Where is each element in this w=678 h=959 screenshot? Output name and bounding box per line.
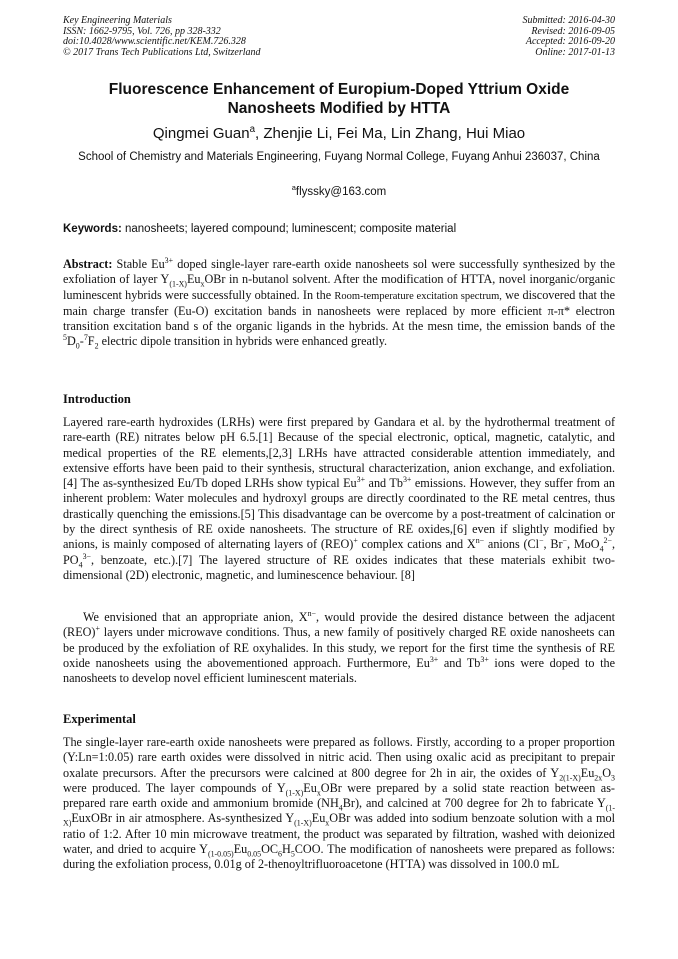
body-text: 3+ [480,654,489,664]
body-text: (1-X) [294,818,312,828]
body-text: Eu [580,765,595,780]
email-address: flyssky@163.com [295,186,387,198]
introduction-paragraph-2 [63,610,615,686]
body-text: Br), and calcined at 700 degree for 2h to fabricate Y [342,796,606,811]
body-text: 2− [603,536,612,546]
body-text: COO. The modification of nanosheets were prepared as follows: during the exfoliation process, 0.01g of 2-thenoyltrifluoroacetone (HTTA) was dissolved in 100.0 mL [63,842,615,872]
body-text: Eu [303,780,317,795]
abstract-text: doped single-layer rare-earth oxide nanosheets sol were successfully synthesized by the exfoliation of layer Y [63,257,616,287]
abstract-text: 5 [63,333,67,343]
abstract [63,257,615,350]
body-text: O [602,765,612,780]
body-text: 4 [599,544,604,554]
abstract-text: Stable Eu [116,257,165,271]
copyright-line: © 2017 Trans Tech Publications Ltd, Switzerland [63,46,261,58]
body-text: 6 [278,849,283,859]
abstract-text: we discovered that the main charge transfer (Eu-O) excitation bands in nanosheets were replaced by more efficient π-π* electron transition excitation band s of the organic ligands in the hybrids. At the mesn time, the emission bands of the [63,287,615,334]
contact-email [60,185,618,200]
body-text: 3+ [402,475,412,485]
author-superscript: a [249,124,256,135]
body-text: − [562,536,568,546]
body-text: 3− [82,551,91,561]
body-text: 2x [594,773,603,783]
body-text: , MoO [567,537,600,552]
abstract-text: x [200,279,205,289]
first-author: Qingmei Guan [152,125,250,142]
body-text: OC [261,842,279,857]
journal-name: Key Engineering Materials [63,15,172,26]
keywords [63,222,615,237]
body-text: , PO [63,537,616,567]
body-text: Layered rare-earth hydroxides (LRHs) were first prepared by Gandara et al. by the hydrothermal treatment of rare-earth (RE) nitrates below pH 6.5.[1] Because of the special electronic, optical, magnetic, catalytic, and medical properties of the RE elements,[2,3] LRHs have attracted considerable attention immediately, and extensive efforts have been paid to their synthesis, structural characterization, anion exchange, and exfoliation.[4] The as-synthesized Eu/Tb doped LRHs show typical Eu [63,415,615,491]
body-text: 3+ [429,654,439,664]
keywords-label: Keywords: [63,223,122,235]
body-text: OBr was added into sodium benzoate solution with a mol ratio of 1:2. After 10 min microwave treatment, the product was separated by filtration, washed with deionized water, and dried to acquire Y [63,811,615,857]
body-text: 4 [78,560,83,570]
online-date: Online: 2017-01-13 [535,46,615,58]
body-text: , Br [543,537,563,552]
body-text: and Tb [438,655,481,670]
journal-info [63,16,261,58]
affiliation: School of Chemistry and Materials Engineering, Fuyang Normal College, Fuyang Anhui 236037, China [78,151,600,163]
body-text: x [316,788,321,798]
body-text: n− [475,536,485,546]
abstract-text: 2 [94,341,99,351]
body-text: OBr were prepared by a solid state reaction between as-prepared rare earth oxide and ammonium bromide (NH [63,780,615,811]
title-line-2: Nanosheets Modified by HTTA [227,100,451,117]
body-text: 0.05 [247,849,262,859]
other-authors: , Zhenjie Li, Fei Ma, Lin Zhang, Hui Miao [255,125,526,142]
body-text: Eu [233,842,248,857]
author-list [60,125,618,143]
experimental-heading: Experimental [63,712,136,726]
body-text: Eu [311,811,326,826]
email-superscript: a [291,183,296,193]
experimental-paragraph [63,735,615,873]
body-text: 3+ [356,475,366,485]
abstract-text: Eu [186,272,201,287]
body-text: (1-X) [63,803,616,828]
abstract-text: F [87,334,95,349]
body-text: We envisioned that an appropriate anion, X [83,610,308,624]
abstract-text: Room-temperature excitation spectrum, [334,290,502,302]
abstract-text: D [66,334,76,349]
body-text: H [282,842,291,857]
abstract-text: 3+ [164,255,174,265]
body-text: emissions. However, they suffer from an inherent problem: Water molecules and hydroxyl groups are directly coordinated to the RE metal centres, thus drastically quenching the emissions.[5] This disadvantage can be overcome by a post-treatment of calcination or by the direct synthesis of RE oxide nanosheets. The structure of RE oxides,[6] even if slightly modified by anions, is mainly composed of alternating layers of (REO) [63,476,615,552]
introduction-paragraph-1 [63,415,615,583]
accepted-date: Accepted: 2016-09-20 [525,36,615,47]
body-text: + [353,536,358,546]
body-text: and Tb [365,476,403,491]
abstract-text: - [79,334,84,349]
body-text: 4 [338,803,343,813]
title-line-1: Fluorescence Enhancement of Europium-Doped Yttrium Oxide [108,81,570,98]
submitted-date: Submitted: 2016-04-30 [522,15,615,26]
body-text: + [95,624,100,634]
body-text: (1-X) [285,788,304,798]
issn-line: ISSN: 1662-9795, Vol. 726, pp 328-332 [63,25,221,37]
abstract-text: 7 [83,333,88,343]
body-text: complex cations and X [357,537,476,552]
publication-dates [523,16,616,58]
body-text: (1-0.05) [207,849,234,859]
body-text: x [325,818,330,828]
keywords-text: nanosheets; layered compound; luminescent; composite material [125,223,457,235]
body-text: were produced. The layer compounds of Y [63,780,286,795]
paper-title [60,80,618,118]
abstract-label: Abstract: [63,257,113,271]
revised-date: Revised: 2016-09-05 [531,25,615,37]
abstract-text: OBr in n-butanol solvent. After the modification of HTTA, novel inorganic/organic luminescent hybrids were successfully obtained. In the [63,272,615,302]
body-text: 2(1-X) [559,773,581,783]
body-text: layers under microwave conditions. Thus, a new family of positively charged RE oxide nanosheets can be produced by the exfoliation of RE oxyhalides. In this study, we report for the first time the synthesis of RE oxide nanosheets using the abovementioned approach. Furthermore, Eu [63,625,615,670]
body-text: EuxOBr in air atmosphere. As-synthesized Y [71,811,295,826]
abstract-text: 0 [75,341,80,351]
body-text: , would provide the desired distance between the adjacent (REO) [63,610,615,640]
abstract-text: (1-X) [169,279,187,289]
body-text: 5 [290,849,295,859]
body-text: n− [307,608,316,618]
body-text: anions (Cl [484,537,540,552]
abstract-text: electric dipole transition in hybrids were enhanced greatly. [98,334,388,349]
doi-line: doi:10.4028/www.scientific.net/KEM.726.328 [63,36,246,47]
body-text: ions were doped to the nanosheets to develop novel efficient luminescent materials. [63,655,615,686]
body-text: The single-layer rare-earth oxide nanosheets were prepared as follows. Firstly, according to a proper proportion (Y:Ln=1:0.05) rare earth oxides were dissolved in nitric acid. Then using oxalic acid as precipitant to prepair oxalate precursors. After the precursors were calcined at 800 degree for 2h in air, the oxides of Y [63,735,615,780]
body-text: − [539,536,544,546]
introduction-heading: Introduction [63,392,131,406]
body-text: , benzoate, etc.).[7] The layered structure of RE oxides indicates that these materials exhibit two-dimensional (2D) electronic, magnetic, and luminescence behaviour. [8] [63,552,615,582]
body-text: 3 [611,773,615,783]
